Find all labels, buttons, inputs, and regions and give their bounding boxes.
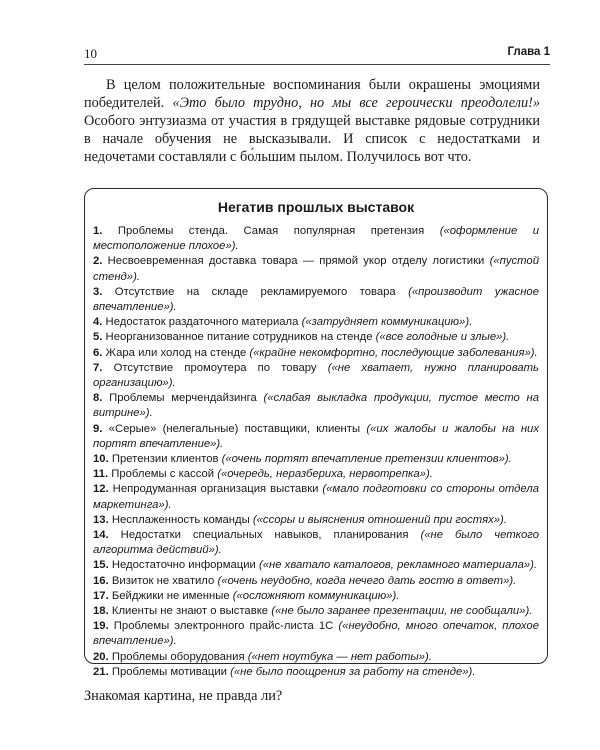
item-note: («осложняют коммуникацию»).: [232, 589, 400, 602]
item-number: 3.: [93, 285, 103, 298]
item-note: («не было заранее презентации, не сообщали»).: [271, 605, 533, 618]
item-text: Недостатки специальных навыков, планирования: [108, 529, 421, 542]
item-number: 7.: [93, 361, 103, 374]
negatives-box: [84, 188, 548, 678]
item-number: 19.: [93, 620, 109, 633]
item-number: 11.: [93, 468, 109, 481]
list-item: [93, 330, 539, 345]
item-number: 2.: [93, 255, 103, 268]
list-item: [93, 254, 539, 284]
item-text: Непродуманная организация выставки: [108, 483, 323, 496]
page-number: 10: [84, 46, 97, 61]
intro-text-1: В целом положительные воспоминания были окрашены эмоциями победителей.: [84, 77, 540, 111]
list-item: [93, 452, 539, 467]
item-text: Бейджики не именные: [108, 589, 233, 602]
item-number: 10.: [93, 453, 109, 466]
item-note: («очень портят впечатление претензии клиентов»).: [221, 453, 512, 466]
list-item: [93, 604, 539, 619]
item-text: Недостаток раздаточного материала: [102, 316, 302, 329]
list-item: [93, 513, 539, 528]
intro-text-2: Особого энтузиазма от участия в грядущей выставке рядовые сотрудники в начале обучения не высказывали. И список с недостатками и недочетами составляли с бо́льшим пылом. Получилось вот что.: [84, 113, 540, 165]
item-note: («очередь, неразбериха, нервотрепка»).: [217, 468, 433, 481]
item-number: 21.: [93, 665, 109, 678]
item-text: Визиток не хватило: [108, 574, 218, 587]
item-note: («пустой стенд»).: [93, 255, 539, 283]
item-text: Проблемы с кассой: [108, 468, 218, 481]
running-header: [84, 48, 550, 65]
list-item: [93, 467, 539, 482]
item-note: («производит ужасное впечатление»).: [93, 285, 539, 314]
list-item: [93, 391, 539, 421]
item-number: 9.: [93, 422, 103, 435]
list-item: [93, 558, 539, 573]
item-text: Проблемы мотивации: [108, 665, 231, 678]
list-item: [93, 574, 539, 589]
list-item: [93, 285, 539, 315]
list-item: [93, 650, 539, 665]
item-number: 4.: [93, 316, 103, 329]
item-number: 1.: [93, 225, 103, 237]
list-item: [93, 346, 539, 361]
item-text: Жара или холод на стенде: [102, 346, 250, 359]
list-item: [93, 361, 539, 391]
list-item: [93, 665, 539, 680]
intro-quote: «Это было трудно, но мы все героически преодолели!»: [172, 95, 540, 111]
item-number: 15.: [93, 559, 109, 572]
item-note: («мало подготовки со стороны отдела маркетинга»).: [93, 483, 539, 511]
item-number: 12.: [93, 483, 109, 496]
list-item: [93, 482, 539, 512]
item-text: Несвоевременная доставка товара — прямой укор отделу логистики: [102, 255, 490, 268]
item-note: («их жалобы и жалобы на них портят впечатление»).: [93, 422, 539, 450]
item-note: («слабая выкладка продукции, пустое место на витрине»).: [93, 392, 539, 420]
list-item: [93, 224, 539, 254]
item-text: Проблемы стенда. Самая популярная претензия: [102, 225, 440, 237]
intro-paragraph: [84, 76, 540, 166]
item-number: 16.: [93, 574, 109, 587]
chapter-title: Глава 1: [507, 46, 550, 58]
list-item: [93, 589, 539, 604]
item-note: («оформление и местоположение плохое»).: [93, 225, 539, 253]
item-number: 20.: [93, 650, 109, 663]
list-item: [93, 422, 539, 452]
item-number: 14.: [93, 529, 109, 542]
item-note: («все голодные и злые»).: [375, 331, 510, 344]
item-note: («не было четкого алгоритма действий»).: [93, 529, 539, 557]
item-text: «Серые» (нелегальные) поставщики, клиенты: [102, 422, 367, 435]
item-text: Отсутствие промоутера по товару: [102, 361, 328, 374]
item-note: («очень неудобно, когда нечего дать гостю в ответ»).: [217, 574, 517, 587]
item-text: Проблемы мерчендайзинга: [102, 392, 264, 405]
item-number: 13.: [93, 513, 109, 526]
item-number: 8.: [93, 392, 103, 405]
list-item: [93, 528, 539, 558]
item-note: («нет ноутбука — нет работы»).: [247, 650, 432, 663]
item-number: 17.: [93, 589, 109, 602]
list-item: [93, 315, 539, 330]
item-note: («не хватает, нужно планировать организацию»).: [93, 361, 539, 390]
item-note: («затрудняет коммуникацию»).: [301, 316, 473, 329]
box-title: Негатив прошлых выставок: [217, 199, 415, 215]
item-text: Отсутствие на складе рекламируемого товара: [102, 285, 409, 298]
item-text: Неорганизованное питание сотрудников на стенде: [102, 331, 376, 344]
item-text: Недостаточно информации: [108, 559, 259, 572]
item-text: Претензии клиентов: [108, 453, 222, 466]
item-number: 18.: [93, 605, 109, 618]
item-text: Проблемы электронного прайс-листа 1С: [108, 620, 339, 633]
item-number: 5.: [93, 331, 103, 344]
item-note: («не было поощрения за работу на стенде»).: [230, 665, 476, 678]
item-text: Проблемы оборудования: [108, 650, 248, 663]
item-note: («неудобно, много опечаток, плохое впечатление»).: [93, 620, 539, 648]
item-note: («ссоры и выяснения отношений при гостях»).: [252, 513, 507, 526]
closing-line: Знакомая картина, не правда ли?: [84, 688, 283, 704]
item-number: 6.: [93, 346, 103, 359]
item-text: Клиенты не знают о выставке: [108, 605, 272, 618]
item-note: («крайне некомфортно, последующие заболевания»).: [249, 346, 538, 359]
list-item: [93, 619, 539, 649]
negatives-list: [93, 224, 539, 680]
item-text: Несплаженность команды: [108, 513, 253, 526]
item-note: («не хватало каталогов, рекламного материала»).: [258, 559, 538, 572]
